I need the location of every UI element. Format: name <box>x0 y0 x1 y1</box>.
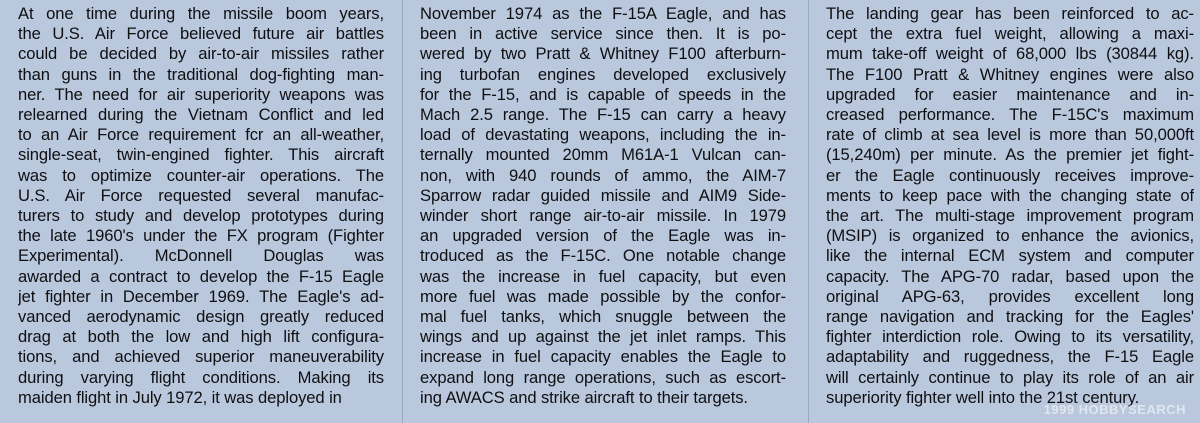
text-line: ternally mounted 20mm M61A-1 Vulcan can- <box>420 145 786 165</box>
text-line: more fuel was made possible by the confor- <box>420 286 786 306</box>
text-line: maiden flight in July 1972, it was deployed in <box>18 387 342 407</box>
text-line: er the Eagle continuously receives improve- <box>826 165 1194 185</box>
text-line: tions, and achieved superior maneuverability <box>18 347 384 367</box>
text-line: awarded a contract to develop the F-15 Eagle <box>18 266 384 286</box>
text-line: the U.S. Air Force believed future air battles <box>18 24 384 44</box>
text-line: capacity. The APG-70 radar, based upon the <box>826 266 1194 286</box>
text-line: single-seat, twin-engined fighter. This aircraft <box>18 145 384 165</box>
text-column-2 <box>420 4 786 408</box>
text-line: an upgraded version of the Eagle was in- <box>420 226 786 246</box>
text-line: ing turbofan engines developed exclusively <box>420 64 786 84</box>
text-line: U.S. Air Force requested several manufac- <box>18 185 384 205</box>
text-line: winder short range air-to-air missile. In 1979 <box>420 206 786 226</box>
text-line: (MSIP) is organized to enhance the avionics, <box>826 226 1194 246</box>
text-line: The landing gear has been reinforced to ac- <box>826 4 1194 23</box>
text-line: Sparrow radar guided missile and AIM9 Side- <box>420 185 786 205</box>
text-column-3 <box>826 4 1194 408</box>
column-divider <box>402 0 403 423</box>
text-line: cept the extra fuel weight, allowing a maxi- <box>826 24 1194 44</box>
text-line: ing AWACS and strike aircraft to their targets. <box>420 387 748 407</box>
text-line: ments to keep pace with the changing state of <box>826 185 1194 205</box>
text-line: original APG-63, provides excellent long <box>826 286 1194 306</box>
text-line: ner. The need for air superiority weapons was <box>18 84 384 104</box>
text-line: wings and up against the jet inlet ramps. This <box>420 327 786 347</box>
text-line: like the internal ECM system and computer <box>826 246 1194 266</box>
text-line: to an Air Force requirement fcr an all-weather, <box>18 125 384 145</box>
text-line: wered by two Pratt & Whitney F100 afterburn- <box>420 44 786 64</box>
text-line: been in active service since then. It is po- <box>420 24 786 44</box>
text-line: was the increase in fuel capacity, but even <box>420 266 786 286</box>
text-line: mum take-off weight of 68,000 lbs (30844 kg). <box>826 44 1194 64</box>
text-line: relearned during the Vietnam Conflict and led <box>18 105 384 125</box>
text-line: mal fuel tanks, which snuggle between the <box>420 307 786 327</box>
text-line: than guns in the traditional dog-fighting man- <box>18 64 384 84</box>
text-line: Experimental). McDonnell Douglas was <box>18 246 384 266</box>
text-line: expand long range operations, such as escort- <box>420 367 786 387</box>
text-line: rate of climb at sea level is more than 50,000ft <box>826 125 1194 145</box>
text-line: Mach 2.5 range. The F-15 can carry a heavy <box>420 105 786 125</box>
text-line: vanced aerodynamic design greatly reduced <box>18 307 384 327</box>
text-line: drag at both the low and high lift configura- <box>18 327 384 347</box>
text-line: will certainly continue to play its role of an air <box>826 367 1194 387</box>
text-line: (15,240m) per minute. As the premier jet fight- <box>826 145 1194 165</box>
text-line: could be decided by air-to-air missiles rather <box>18 44 384 64</box>
text-line: November 1974 as the F-15A Eagle, and has <box>420 4 786 23</box>
text-line: was to optimize counter-air operations. The <box>18 165 384 185</box>
watermark: 1999 HOBBYSEARCH <box>1043 402 1186 417</box>
text-line: creased performance. The F-15C's maximum <box>826 105 1194 125</box>
text-line: non, with 940 rounds of ammo, the AIM-7 <box>420 165 786 185</box>
text-line: during varying flight conditions. Making its <box>18 367 384 387</box>
text-line: adaptability and ruggedness, the F-15 Eagle <box>826 347 1194 367</box>
text-line: load of devastating weapons, including the in- <box>420 125 786 145</box>
text-line: turers to study and develop prototypes during <box>18 206 384 226</box>
text-line: superiority fighter well into the 21st century. <box>826 387 1140 407</box>
text-line: the art. The multi-stage improvement program <box>826 206 1194 226</box>
text-line: troduced as the F-15C. One notable change <box>420 246 786 266</box>
text-line: The F100 Pratt & Whitney engines were also <box>826 64 1194 84</box>
text-line: At one time during the missile boom years, <box>18 4 384 23</box>
text-line: jet fighter in December 1969. The Eagle's ad- <box>18 286 384 306</box>
text-line: increase in fuel capacity enables the Eagle to <box>420 347 786 367</box>
column-divider <box>808 0 809 423</box>
text-line: for the F-15, and is capable of speeds in the <box>420 84 786 104</box>
text-line: fighter interdiction role. Owing to its versatility, <box>826 327 1194 347</box>
text-line: the late 1960's under the FX program (Fighter <box>18 226 384 246</box>
text-line: range navigation and tracking for the Eagles' <box>826 307 1194 327</box>
text-column-1 <box>18 4 384 408</box>
text-line: upgraded for easier maintenance and in- <box>826 84 1194 104</box>
